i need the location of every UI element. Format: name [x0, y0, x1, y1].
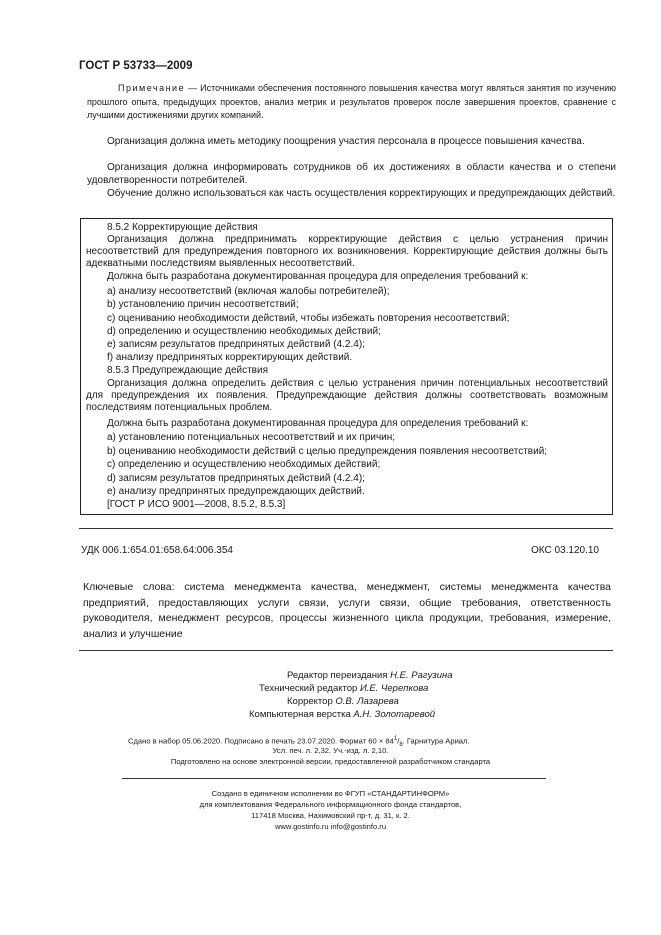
list-item: e) анализу предпринятых предупреждающих действий.: [107, 486, 365, 497]
list-item: b) оцениванию необходимости действий с целью предупреждения появления несоответствий;: [107, 446, 548, 457]
list-item: f) анализу предпринятых корректирующих действий.: [107, 352, 353, 363]
reference: [ГОСТ Р ИСО 9001—2008, 8.5.2, 8.5.3]: [107, 499, 286, 510]
divider: [79, 528, 613, 529]
document-code: ГОСТ Р 53733—2009: [79, 60, 193, 72]
divider: [122, 778, 546, 779]
list-item: b) установлению причин несоответствий;: [107, 299, 299, 310]
udk-code: УДК 006.1:654.01:658.64:006.354: [81, 545, 233, 556]
publisher-address: 117418 Москва, Нахимовский пр-т, д. 31, к. 2.: [251, 811, 410, 820]
credit-corrector: Корректор О.В. Лазарева: [287, 696, 399, 707]
paragraph-incentives: Организация должна иметь методику поощрения участия персонала в процессе повышения качества.: [107, 136, 585, 147]
paragraph-inform: Организация должна информировать сотрудников об их достижениях в области качества и о степени удовлетворенности потребителей.: [87, 162, 616, 186]
list-item: c) определению и осуществлению необходимых действий;: [107, 459, 381, 470]
note-label: Примечание: [118, 83, 186, 93]
section-853-procedure: Должна быть разработана документированная процедура для определения требований к:: [107, 418, 529, 429]
list-item: d) записям результатов предпринятых действий (4.2.4);: [107, 473, 365, 484]
imprint-line-2: Усл. печ. л. 2,32. Уч.-изд. л. 2,10.: [272, 746, 389, 755]
section-853-paragraph: Организация должна определить действия с целью устранения причин потенциальных несоответствий для предупреждения их появления. Предупреждающие действия должны соответствовать возможным последствиям потенциальных проблем.: [86, 378, 608, 413]
list-item: a) анализу несоответствий (включая жалобы потребителей);: [107, 286, 390, 297]
section-852-title: 8.5.2 Корректирующие действия: [107, 222, 258, 233]
list-item: c) оцениванию необходимости действий, чтобы избежать повторения несоответствий;: [107, 313, 510, 324]
section-852-paragraph: Организация должна предпринимать корректирующие действия с целью устранения причин несоответствий для предупреждения повторного их возникновения. Корректирующие действия должны быть адекватными последствиям выявленных несоответствий.: [86, 234, 608, 269]
section-852-procedure: Должна быть разработана документированная процедура для определения требований к:: [107, 271, 529, 282]
note-text: — Источниками обеспечения постоянного повышения качества могут являться занятия по изучению прошлого опыта, предыдущих проектов, анализ метрик и результатов проверок после завершения проектов, сравнение с лучшими достижениями других компаний.: [87, 83, 616, 120]
divider: [79, 650, 613, 651]
credit-editor: Редактор переиздания Н.Е. Рагузина: [287, 670, 453, 681]
publisher-line-1: Создано в единичном исполнении во ФГУП «СТАНДАРТИНФОРМ»: [211, 789, 450, 798]
imprint-line-3: Подготовлено на основе электронной версии, предоставленной разработчиком стандарта: [170, 757, 491, 766]
section-853-title: 8.5.3 Предупреждающие действия: [107, 365, 268, 376]
imprint-line-1: Сдано в набор 05.06.2020. Подписано в печать 23.07.2020. Формат $60 \times 84^1/_8$. Гарнитура Ариал.: [128, 736, 470, 749]
paragraph-training: Обучение должно использоваться как часть осуществления корректирующих и предупреждающих действий.: [107, 188, 616, 199]
list-item: e) записям результатов предпринятых действий (4.2.4);: [107, 339, 365, 350]
publisher-web: www.gostinfo.ru info@gostinfo.ru: [274, 822, 387, 831]
list-item: d) определению и осуществлению необходимых действий;: [107, 326, 381, 337]
list-item: a) установлению потенциальных несоответствий и их причин;: [107, 432, 396, 443]
publisher-line-2: для комплектования Федерального информационного фонда стандартов,: [199, 800, 462, 809]
credit-layout: Компьютерная верстка А.Н. Золотаревой: [249, 709, 436, 720]
note: [87, 82, 616, 123]
keywords: Ключевые слова: система менеджмента качества, менеджмент, системы менеджмента качества предприятий, предоставляющих услуги связи, услуги связи, общие требования, ответственность руководителя, менеджмент ресурсов, процессы жизненного цикла продукции, требования, измерение, анализ и улучшение: [83, 581, 611, 640]
credit-tech-editor: Технический редактор И.Е. Черепкова: [259, 683, 429, 694]
oks-code: ОКС 03.120.10: [531, 545, 599, 556]
